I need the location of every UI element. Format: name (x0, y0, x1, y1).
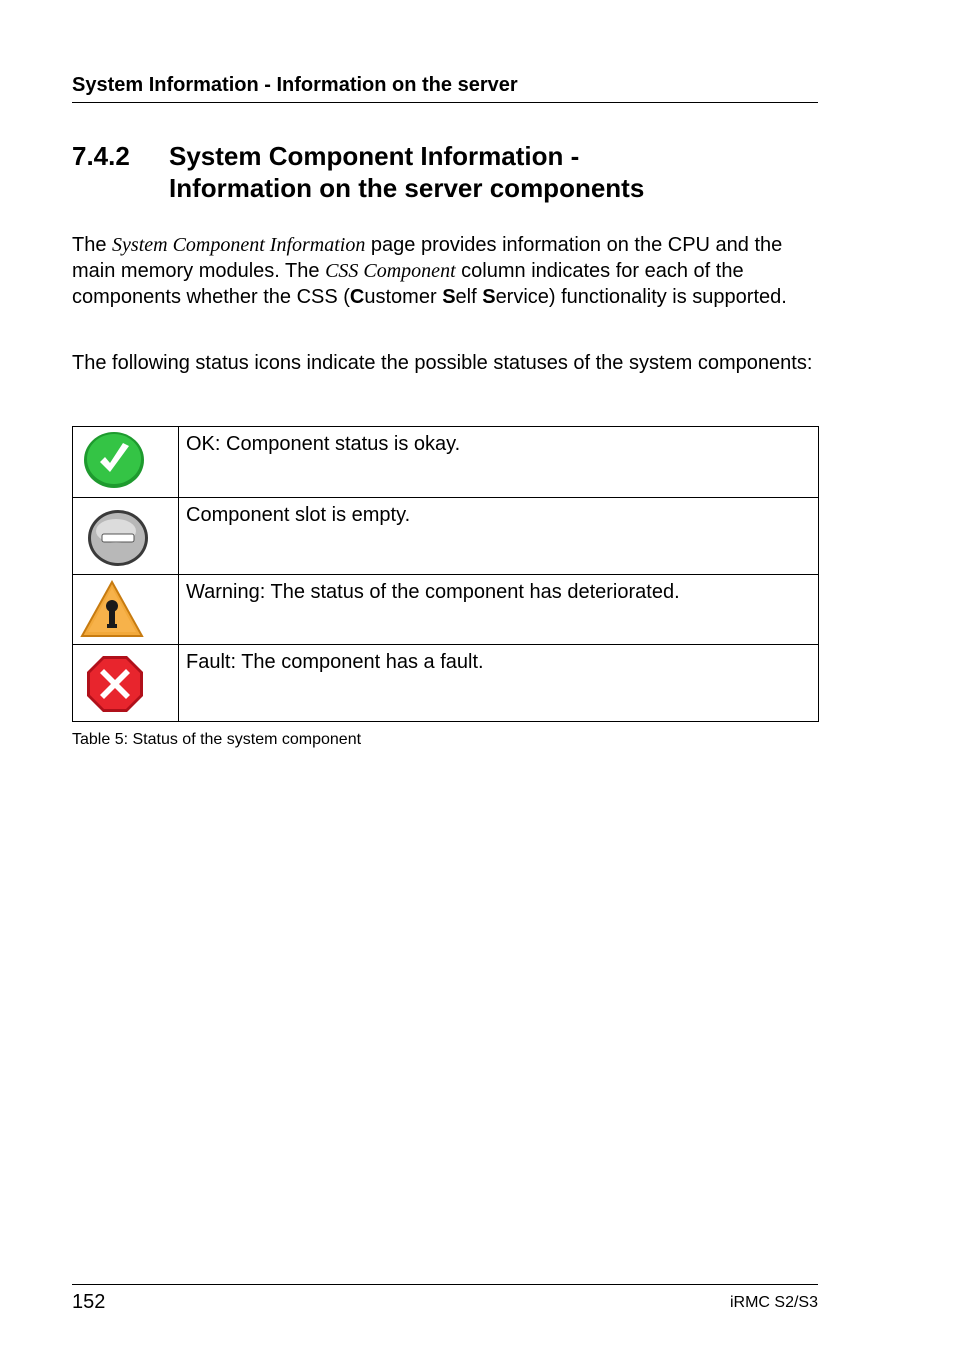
acronym-letter: C (349, 286, 365, 308)
table-row (73, 427, 819, 498)
acronym-letter: S (482, 286, 496, 308)
empty-slot-icon (87, 509, 149, 567)
status-description: Fault: The component has a fault. (179, 645, 819, 722)
text-fragment: column indicates for each of the components whether the CSS ( (72, 260, 744, 308)
status-intro-paragraph: The following status icons indicate the possible statuses of the system components: (72, 352, 813, 374)
icon-cell (73, 645, 179, 722)
text-fragment: page provides information on the CPU and the main memory modules. The (72, 234, 783, 282)
section-title (169, 140, 809, 204)
running-header: System Information - Information on the server (72, 74, 518, 96)
ok-check-icon (83, 431, 145, 489)
product-name: iRMC S2/S3 (729, 1294, 818, 1311)
fault-icon (85, 654, 145, 714)
section-title-line2: Information on the server components (169, 173, 645, 203)
page-name-reference: System Component Information (112, 234, 366, 256)
table-row (73, 498, 819, 575)
table-caption: Table 5: Status of the system component (72, 731, 362, 748)
status-description: Warning: The status of the component has deteriorated. (179, 575, 819, 645)
section-number: 7.4.2 (72, 141, 130, 171)
status-description: OK: Component status is okay. (179, 427, 819, 498)
warning-icon (80, 580, 144, 638)
column-name-reference: CSS Component (325, 260, 456, 282)
table-row (73, 575, 819, 645)
status-table (72, 426, 819, 722)
status-description: Component slot is empty. (179, 498, 819, 575)
table-row (73, 645, 819, 722)
section-title-line1: System Component Information - (169, 141, 580, 171)
text-fragment: The (72, 234, 113, 256)
text-fragment: elf (455, 286, 483, 308)
intro-paragraph (72, 232, 818, 310)
icon-cell (73, 498, 179, 575)
footer-rule (72, 1284, 818, 1285)
icon-cell (73, 575, 179, 645)
icon-cell (73, 427, 179, 498)
text-fragment: ustomer (364, 286, 443, 308)
header-rule (72, 102, 818, 103)
text-fragment: ervice) functionality is supported. (495, 286, 787, 308)
acronym-letter: S (442, 286, 456, 308)
page-number: 152 (72, 1291, 106, 1313)
